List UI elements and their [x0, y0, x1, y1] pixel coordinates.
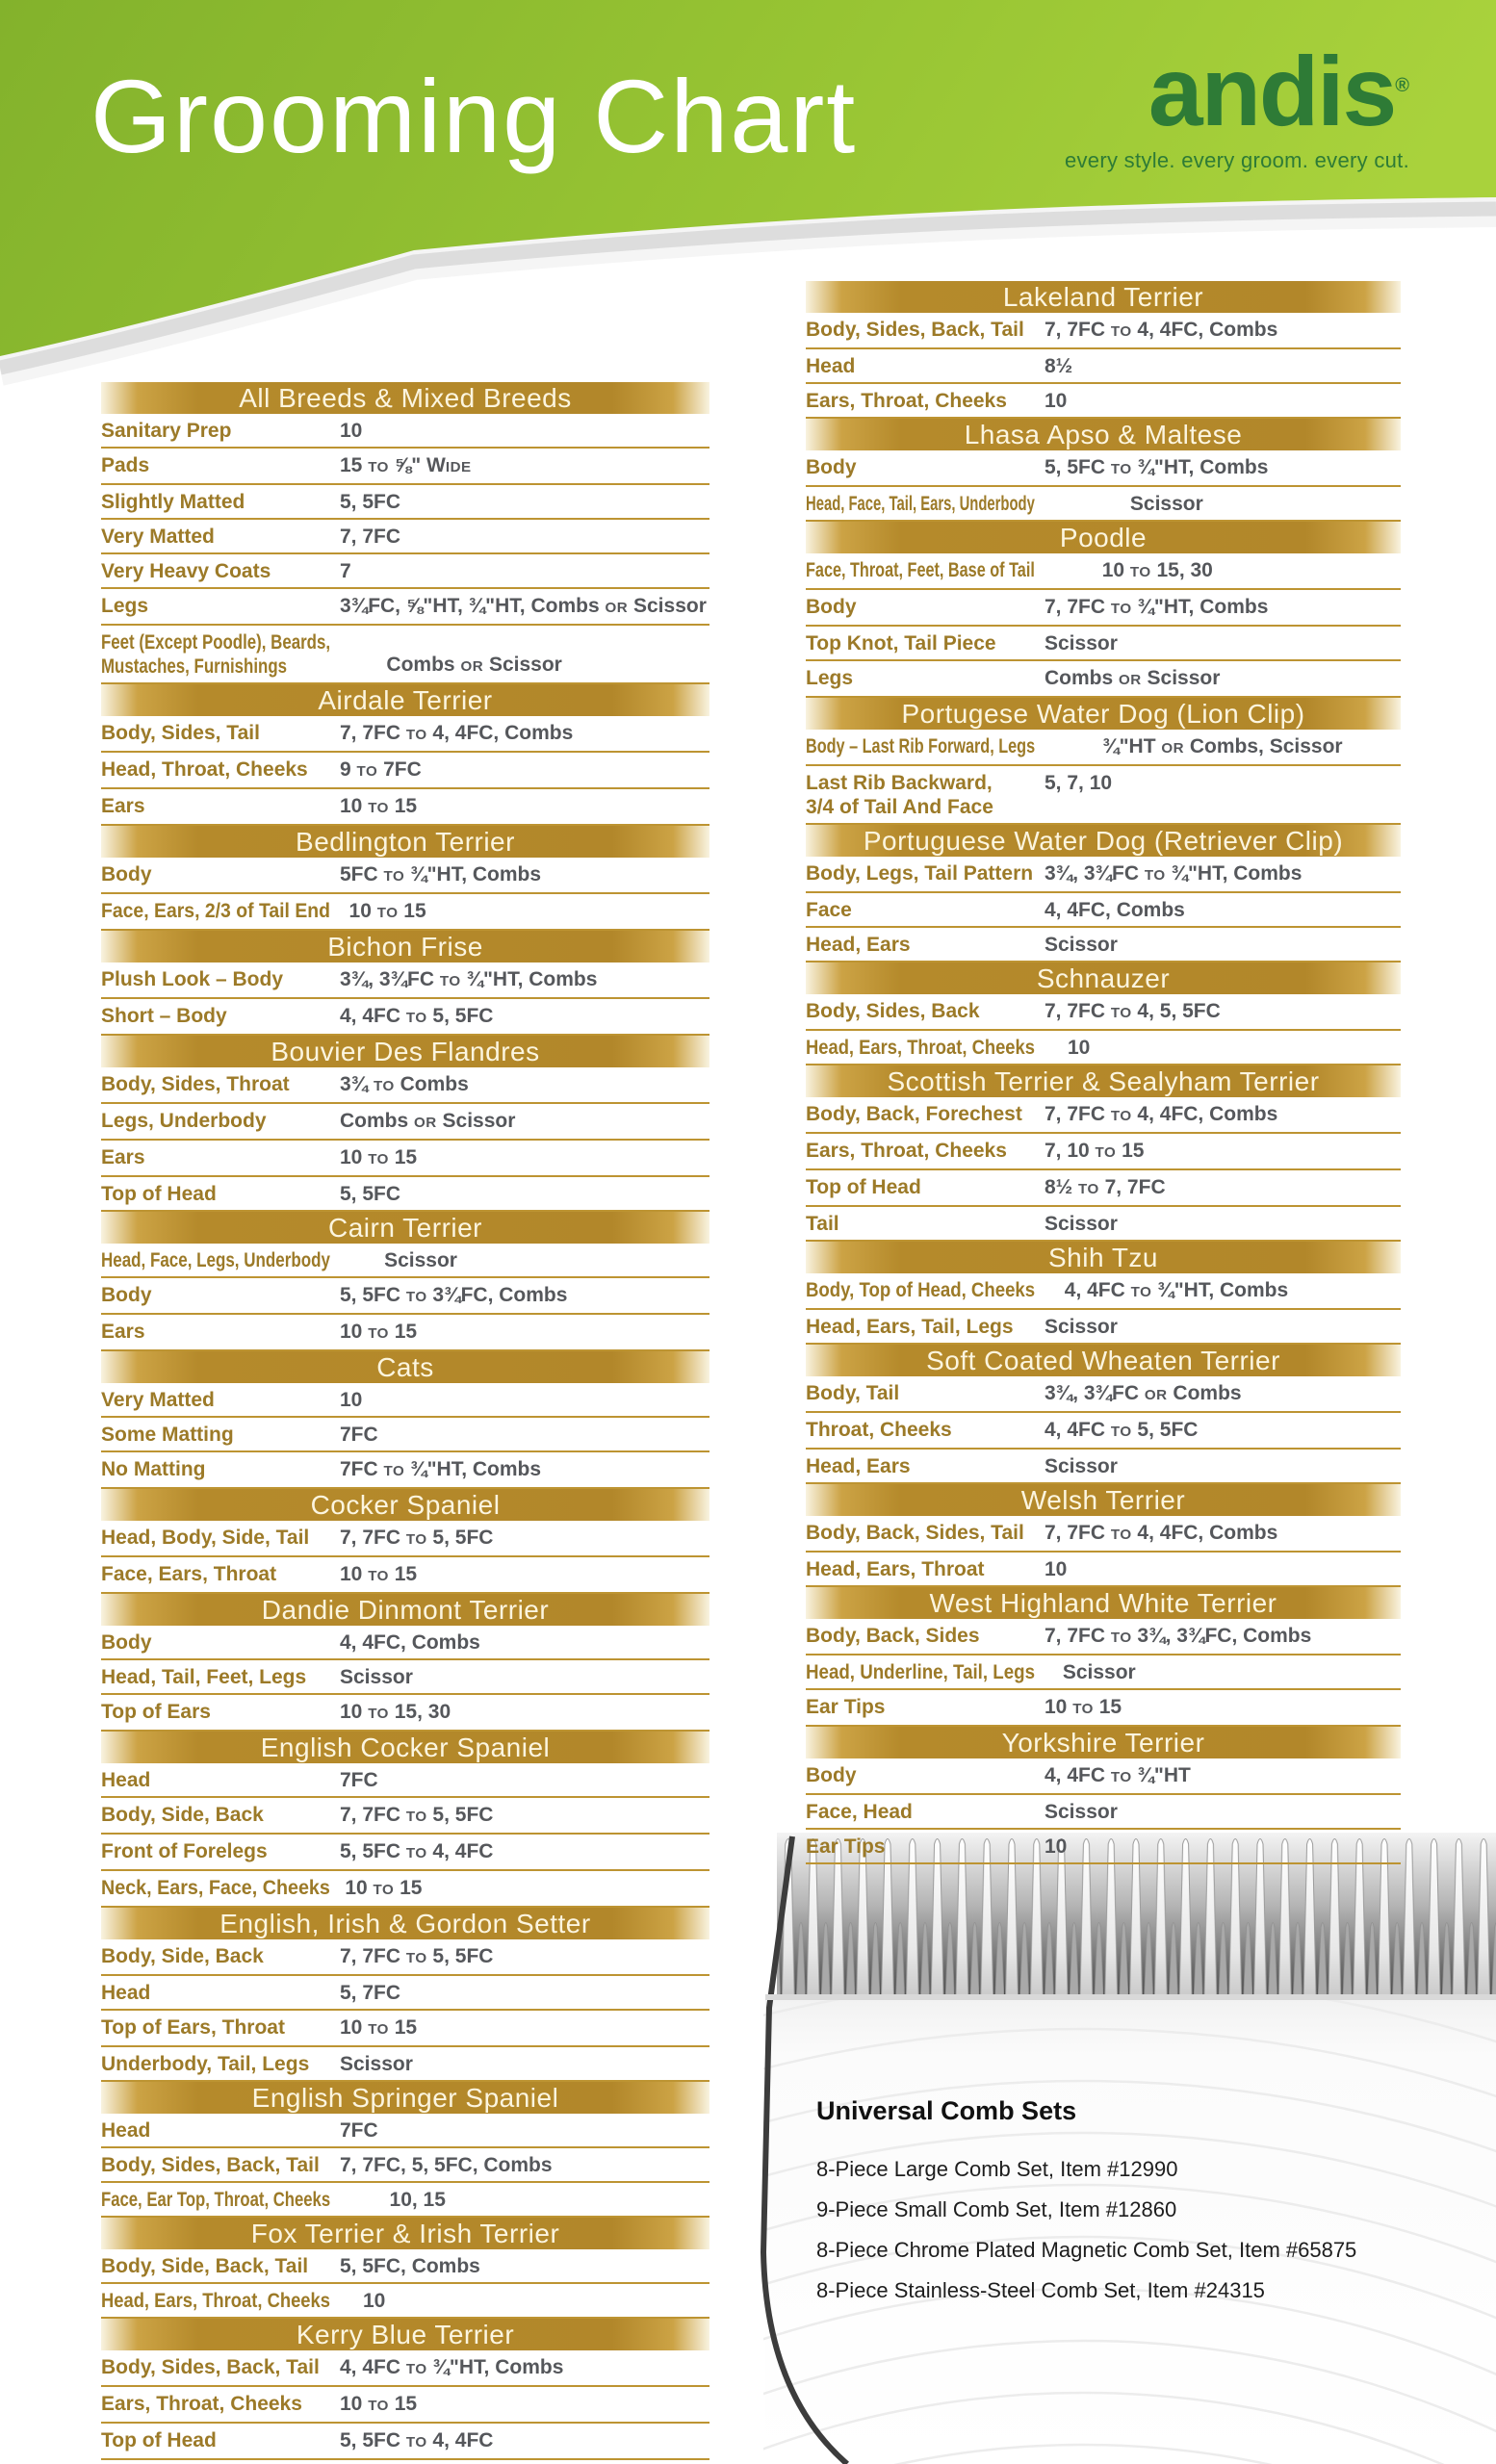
breed-header: Scottish Terrier & Sealyham Terrier	[806, 1065, 1401, 1097]
row-value: 3¾, 3¾FC TO ¾"HT, Combs	[340, 968, 598, 990]
row-value: 7FC	[340, 1424, 378, 1446]
row-value: 7, 7FC TO 5, 5FC	[340, 1804, 494, 1826]
row-label: Body, Back, Sides, Tail	[806, 1522, 1024, 1544]
row-label: Head, Underline, Tail, Legs	[806, 1661, 1036, 1683]
grooming-row	[806, 349, 1401, 384]
row-value: Scissor	[1045, 1316, 1118, 1338]
row-label: Short – Body	[101, 1005, 227, 1027]
breed-section	[101, 684, 709, 826]
row-label: Ears, Throat, Cheeks	[806, 390, 1007, 412]
row-value: Scissor	[340, 2053, 413, 2075]
breed-header: Welsh Terrier	[806, 1484, 1401, 1516]
breed-header: Lakeland Terrier	[806, 281, 1401, 313]
grooming-row	[101, 1798, 709, 1835]
row-value: 10 TO 15	[340, 1563, 418, 1585]
grooming-row	[806, 1619, 1401, 1656]
row-label: Plush Look – Body	[101, 968, 284, 990]
grooming-row	[101, 2387, 709, 2424]
row-value: 7, 7FC TO 4, 4FC, Combs	[1045, 1522, 1278, 1544]
row-value: 10	[1045, 390, 1068, 412]
row-label: Legs, Underbody	[101, 1110, 267, 1132]
grooming-row	[806, 1031, 1401, 1065]
grooming-row	[101, 753, 709, 789]
row-value: 4, 4FC TO ¾"HT, Combs	[340, 2356, 564, 2378]
row-value: 10 TO 15	[340, 795, 418, 817]
row-label: Head, Ears	[806, 1455, 911, 1477]
row-value: 5, 5FC TO 3¾FC, Combs	[340, 1284, 568, 1306]
grooming-row	[101, 449, 709, 485]
row-label: Ears, Throat, Cheeks	[806, 1140, 1007, 1162]
grooming-row	[101, 1104, 709, 1141]
breed-section	[101, 931, 709, 1036]
row-value: ¾"HT OR Combs, Scissor	[1102, 735, 1343, 757]
grooming-row	[101, 716, 709, 753]
breed-header: Cats	[101, 1351, 709, 1383]
row-value: 10 TO 15	[340, 2393, 418, 2415]
grooming-row	[101, 2011, 709, 2047]
breed-header: English, Irish & Gordon Setter	[101, 1908, 709, 1939]
grooming-row	[101, 1871, 709, 1908]
row-label: Body	[806, 456, 857, 478]
breed-section	[101, 2082, 709, 2218]
universal-comb-sets	[816, 2096, 1356, 2311]
breed-header: West Highland White Terrier	[806, 1587, 1401, 1619]
row-value: Scissor	[384, 1249, 457, 1271]
grooming-row	[101, 1521, 709, 1557]
row-value: 7FC TO ¾"HT, Combs	[340, 1458, 542, 1480]
row-label: Tail	[806, 1213, 839, 1235]
row-value: 10 TO 15, 30	[340, 1701, 451, 1723]
breed-section	[101, 1351, 709, 1489]
row-value: 7, 7FC TO ¾"HT, Combs	[1045, 596, 1269, 618]
row-label: Body, Side, Back, Tail	[101, 2255, 309, 2277]
row-label: Head	[101, 1982, 151, 2004]
row-label: Top Knot, Tail Piece	[806, 632, 996, 654]
row-value: 10 TO 15, 30	[1101, 559, 1213, 581]
row-label: Ear Tips	[806, 1835, 886, 1858]
row-label: Body, Back, Forechest	[806, 1103, 1022, 1125]
row-value: 7FC	[340, 1769, 378, 1791]
breed-header: Bouvier Des Flandres	[101, 1036, 709, 1067]
breed-section	[101, 2218, 709, 2319]
grooming-row	[101, 1452, 709, 1489]
andis-logo	[1064, 37, 1409, 173]
grooming-row	[101, 1557, 709, 1594]
row-value: 7, 7FC TO 4, 5, 5FC	[1045, 1000, 1221, 1022]
breed-section	[806, 698, 1401, 825]
breed-section	[806, 825, 1401, 962]
grooming-row	[101, 1383, 709, 1418]
breed-section	[806, 1065, 1401, 1242]
grooming-row	[806, 661, 1401, 698]
breed-section	[806, 1242, 1401, 1345]
row-label: Top of Head	[101, 1183, 217, 1205]
grooming-row	[101, 1177, 709, 1212]
grooming-row	[101, 2114, 709, 2148]
row-value: 7, 7FC	[340, 526, 401, 548]
row-label: Head, Ears, Throat, Cheeks	[806, 1037, 1035, 1059]
grooming-row	[806, 384, 1401, 419]
breed-section	[806, 1345, 1401, 1484]
row-label: Face, Ear Top, Throat, Cheeks	[101, 2189, 331, 2211]
row-label: Throat, Cheeks	[806, 1419, 952, 1441]
grooming-row	[101, 1418, 709, 1452]
row-label: Front of Forelegs	[101, 1840, 268, 1862]
row-label: Face	[806, 899, 852, 921]
row-label: Ears, Throat, Cheeks	[101, 2393, 302, 2415]
row-value: 3¾ TO Combs	[340, 1073, 469, 1095]
grooming-row	[806, 994, 1401, 1031]
grooming-row	[806, 627, 1401, 661]
grooming-row	[806, 1134, 1401, 1170]
grooming-row	[101, 520, 709, 554]
row-label: Head, Throat, Cheeks	[101, 758, 308, 781]
row-value: 4, 4FC TO ¾"HT	[1045, 1764, 1191, 1786]
breed-header: Schnauzer	[806, 962, 1401, 994]
row-label: Feet (Except Poodle), Beards, Mustaches, Furnishings	[101, 631, 331, 678]
row-label: Top of Head	[101, 2429, 217, 2451]
grooming-row	[101, 1626, 709, 1660]
row-label: Body, Top of Head, Cheeks	[806, 1279, 1036, 1301]
row-label: Head, Face, Tail, Ears, Underbody	[806, 493, 1035, 515]
breed-header: Bichon Frise	[101, 931, 709, 962]
row-label: Body – Last Rib Forward, Legs	[806, 735, 1036, 757]
row-value: 7, 7FC TO 5, 5FC	[340, 1527, 494, 1549]
breed-header: English Cocker Spaniel	[101, 1732, 709, 1763]
registered-mark-icon: ®	[1395, 75, 1409, 96]
grooming-row	[101, 962, 709, 999]
breed-header: Portuguese Water Dog (Retriever Clip)	[806, 825, 1401, 857]
grooming-row	[806, 487, 1401, 522]
comb-set-item: 8-Piece Large Comb Set, Item #12990	[816, 2157, 1178, 2181]
row-value: Scissor	[340, 1666, 413, 1688]
grooming-row	[806, 928, 1401, 962]
grooming-row	[101, 485, 709, 520]
comb-set-item: 9-Piece Small Comb Set, Item #12860	[816, 2197, 1177, 2221]
row-value: 7FC	[340, 2119, 378, 2142]
row-value: 5, 5FC	[340, 491, 401, 513]
row-value: 5, 7, 10	[1045, 772, 1113, 794]
row-label: Head, Body, Side, Tail	[101, 1527, 310, 1549]
column-right	[806, 281, 1401, 1864]
grooming-row	[806, 313, 1401, 349]
row-value: Scissor	[1045, 1455, 1118, 1477]
grooming-row	[806, 1690, 1401, 1727]
row-label: Body, Sides, Back, Tail	[101, 2154, 320, 2176]
grooming-row	[101, 894, 709, 931]
grooming-row	[101, 1278, 709, 1315]
row-label: Head, Ears, Tail, Legs	[806, 1316, 1014, 1338]
grooming-row	[101, 2424, 709, 2460]
breed-section	[101, 1908, 709, 2082]
grooming-row	[101, 626, 709, 684]
row-label: Head, Ears, Throat, Cheeks	[101, 2290, 330, 2312]
row-value: Scissor	[1045, 1213, 1118, 1235]
grooming-row	[806, 1097, 1401, 1134]
andis-logo-wordmark: andis®	[1148, 37, 1409, 146]
breed-section	[806, 1587, 1401, 1727]
breed-header: Cairn Terrier	[101, 1212, 709, 1244]
row-label: Very Matted	[101, 526, 215, 548]
row-value: 4, 4FC, Combs	[1045, 899, 1185, 921]
grooming-row	[101, 789, 709, 826]
row-label: Ears	[101, 1321, 145, 1343]
breed-section	[806, 1484, 1401, 1587]
row-label: Head, Face, Legs, Underbody	[101, 1249, 330, 1271]
grooming-row	[806, 1310, 1401, 1345]
row-value: 10	[1045, 1558, 1068, 1580]
grooming-row	[806, 450, 1401, 487]
row-label: Body, Sides, Tail	[101, 722, 260, 744]
grooming-row	[101, 1067, 709, 1104]
grooming-row	[806, 857, 1401, 893]
row-label: Head	[101, 2119, 151, 2142]
grooming-row	[806, 1273, 1401, 1310]
breed-header: Poodle	[806, 522, 1401, 553]
row-label: Ears	[101, 1146, 145, 1168]
row-value: Combs OR Scissor	[340, 1110, 516, 1132]
row-value: 10 TO 15	[340, 1321, 418, 1343]
row-value: 7, 7FC TO 4, 4FC, Combs	[1045, 1103, 1278, 1125]
row-label: Very Heavy Coats	[101, 560, 271, 582]
row-value: 3¾FC, ⅝"HT, ¾"HT, Combs OR Scissor	[340, 595, 707, 617]
row-value: 5, 5FC TO ¾"HT, Combs	[1045, 456, 1269, 478]
breed-section	[806, 1727, 1401, 1864]
row-label: Body, Sides, Back, Tail	[101, 2356, 320, 2378]
row-value: 5FC TO ¾"HT, Combs	[340, 863, 542, 886]
grooming-row	[101, 589, 709, 626]
row-label: Body, Side, Back	[101, 1945, 264, 1967]
row-label: Face, Head	[806, 1801, 913, 1823]
row-value: 7, 7FC TO 3¾, 3¾FC, Combs	[1045, 1625, 1312, 1647]
grooming-row	[806, 1207, 1401, 1242]
row-value: 7, 7FC TO 5, 5FC	[340, 1945, 494, 1967]
row-label: Body, Back, Sides	[806, 1625, 980, 1647]
row-label: Top of Head	[806, 1176, 921, 1198]
row-label: Very Matted	[101, 1389, 215, 1411]
breed-header: All Breeds & Mixed Breeds	[101, 382, 709, 414]
logo-tagline: every style. every groom. every cut.	[1064, 148, 1409, 172]
row-label: Body, Sides, Throat	[101, 1073, 290, 1095]
grooming-row	[101, 1976, 709, 2011]
grooming-row	[101, 1315, 709, 1351]
grooming-row	[101, 2249, 709, 2284]
grooming-row	[101, 2284, 709, 2319]
grooming-row	[101, 554, 709, 589]
row-label: Body	[101, 863, 152, 886]
grooming-row	[806, 893, 1401, 928]
row-label: Pads	[101, 454, 150, 476]
grooming-row	[101, 1695, 709, 1732]
comb-sets-title: Universal Comb Sets	[816, 2096, 1077, 2125]
row-label: Last Rib Backward, 3/4 of Tail And Face	[806, 772, 993, 818]
grooming-row	[101, 2148, 709, 2183]
row-value: Scissor	[1045, 934, 1118, 956]
row-label: Top of Ears	[101, 1701, 211, 1723]
row-label: Head, Ears, Throat	[806, 1558, 985, 1580]
row-value: 10 TO 15	[348, 900, 426, 922]
row-value: 8½ TO 7, 7FC	[1045, 1176, 1166, 1198]
row-label: Body	[806, 1764, 857, 1786]
grooming-row	[101, 858, 709, 894]
row-value: 5, 5FC TO 4, 4FC	[340, 1840, 494, 1862]
row-value: Scissor	[1045, 632, 1118, 654]
grooming-row	[806, 1758, 1401, 1795]
row-value: 7, 7FC TO 4, 4FC, Combs	[340, 722, 574, 744]
row-label: Face, Ears, Throat	[101, 1563, 277, 1585]
row-label: Body, Sides, Back, Tail	[806, 319, 1024, 341]
row-label: Body	[101, 1631, 152, 1654]
row-label: Neck, Ears, Face, Cheeks	[101, 1877, 330, 1899]
breed-header: Kerry Blue Terrier	[101, 2319, 709, 2350]
grooming-row	[806, 1830, 1401, 1864]
breed-section	[101, 382, 709, 684]
grooming-row	[101, 1660, 709, 1695]
column-left	[101, 382, 709, 2460]
row-label: Body, Sides, Back	[806, 1000, 980, 1022]
grooming-row	[101, 1141, 709, 1177]
row-value: 10	[1067, 1037, 1091, 1059]
breed-section	[101, 826, 709, 931]
breed-section	[101, 1732, 709, 1908]
breed-section	[806, 419, 1401, 522]
row-label: Body, Legs, Tail Pattern	[806, 862, 1034, 885]
row-label: Legs	[101, 595, 149, 617]
row-label: Some Matting	[101, 1424, 234, 1446]
row-label: Body	[101, 1284, 152, 1306]
row-value: 3¾, 3¾FC OR Combs	[1045, 1382, 1242, 1404]
row-value: 10	[340, 420, 363, 442]
row-value: Combs OR Scissor	[1045, 667, 1221, 689]
breed-header: Cocker Spaniel	[101, 1489, 709, 1521]
row-label: Ears	[101, 795, 145, 817]
grooming-row	[101, 2047, 709, 2082]
row-value: 15 TO ⅝" WIDE	[340, 454, 472, 476]
row-label: Head	[101, 1769, 151, 1791]
row-label: Body	[806, 596, 857, 618]
breed-header: Fox Terrier & Irish Terrier	[101, 2218, 709, 2249]
row-value: 5, 5FC TO 4, 4FC	[340, 2429, 494, 2451]
row-label: Underbody, Tail, Legs	[101, 2053, 310, 2075]
row-label: Face, Ears, 2/3 of Tail End	[101, 900, 330, 922]
grooming-row	[806, 1376, 1401, 1413]
row-value: 10 TO 15	[340, 2016, 418, 2039]
row-value: 9 TO 7FC	[340, 758, 422, 781]
row-value: 5, 5FC	[340, 1183, 401, 1205]
row-label: Head	[806, 355, 856, 377]
row-label: Top of Ears, Throat	[101, 2016, 285, 2039]
row-label: Body, Tail	[806, 1382, 900, 1404]
grooming-row	[101, 1835, 709, 1871]
breed-section	[101, 2319, 709, 2460]
comb-set-item: 8-Piece Chrome Plated Magnetic Comb Set, Item #65875	[816, 2238, 1357, 2262]
breed-header: Bedlington Terrier	[101, 826, 709, 858]
grooming-row	[101, 414, 709, 449]
row-value: 10, 15	[389, 2189, 446, 2211]
row-value: 10	[1045, 1835, 1068, 1858]
row-label: Head, Tail, Feet, Legs	[101, 1666, 307, 1688]
row-value: 4, 4FC TO 5, 5FC	[1045, 1419, 1199, 1441]
grooming-row	[806, 553, 1401, 590]
row-value: 5, 5FC, Combs	[340, 2255, 480, 2277]
grooming-row	[806, 1795, 1401, 1830]
row-label: Legs	[806, 667, 854, 689]
row-value: 10 TO 15	[340, 1146, 418, 1168]
row-value: Scissor	[1129, 493, 1203, 515]
breed-section	[101, 1036, 709, 1212]
row-value: 7, 7FC TO 4, 4FC, Combs	[1045, 319, 1278, 341]
breed-section	[806, 522, 1401, 698]
row-value: Combs OR Scissor	[386, 654, 562, 676]
breed-section	[101, 1594, 709, 1732]
grooming-row	[806, 730, 1401, 766]
row-label: Ear Tips	[806, 1696, 886, 1718]
breed-header: Airdale Terrier	[101, 684, 709, 716]
row-value: 10 TO 15	[1045, 1696, 1122, 1718]
grooming-row	[101, 1939, 709, 1976]
row-label: Sanitary Prep	[101, 420, 232, 442]
grooming-row	[101, 999, 709, 1036]
breed-header: Yorkshire Terrier	[806, 1727, 1401, 1758]
row-label: No Matting	[101, 1458, 206, 1480]
comb-set-item: 8-Piece Stainless-Steel Comb Set, Item #24315	[816, 2278, 1265, 2302]
grooming-row	[806, 1413, 1401, 1450]
row-value: 7, 10 TO 15	[1045, 1140, 1145, 1162]
grooming-row	[101, 1244, 709, 1278]
breed-header: Lhasa Apso & Maltese	[806, 419, 1401, 450]
row-value: 7, 7FC, 5, 5FC, Combs	[340, 2154, 553, 2176]
grooming-row	[806, 1450, 1401, 1484]
grooming-row	[806, 590, 1401, 627]
breed-section	[101, 1212, 709, 1351]
row-value: 7	[340, 560, 351, 582]
row-value: 8½	[1045, 355, 1073, 377]
breed-header: Shih Tzu	[806, 1242, 1401, 1273]
breed-header: Dandie Dinmont Terrier	[101, 1594, 709, 1626]
row-value: 4, 4FC, Combs	[340, 1631, 480, 1654]
grooming-row	[101, 1763, 709, 1798]
row-value: 10	[362, 2290, 386, 2312]
page-title: Grooming Chart	[90, 58, 858, 174]
breed-header: Portugese Water Dog (Lion Clip)	[806, 698, 1401, 730]
grooming-row	[101, 2350, 709, 2387]
row-value: Scissor	[1045, 1801, 1118, 1823]
row-value: 5, 7FC	[340, 1982, 401, 2004]
breed-section	[806, 962, 1401, 1065]
grooming-row	[806, 1656, 1401, 1690]
row-value: 4, 4FC TO 5, 5FC	[340, 1005, 494, 1027]
row-value: 10 TO 15	[345, 1877, 423, 1899]
row-label: Slightly Matted	[101, 491, 245, 513]
breed-section	[806, 281, 1401, 419]
row-label: Head, Ears	[806, 934, 911, 956]
grooming-row	[806, 766, 1401, 825]
grooming-row	[806, 1553, 1401, 1587]
row-label: Face, Throat, Feet, Base of Tail	[806, 559, 1035, 581]
breed-section	[101, 1489, 709, 1594]
row-value: 3¾, 3¾FC TO ¾"HT, Combs	[1045, 862, 1303, 885]
breed-header: Soft Coated Wheaten Terrier	[806, 1345, 1401, 1376]
grooming-row	[806, 1170, 1401, 1207]
row-value: 10	[340, 1389, 363, 1411]
breed-header: English Springer Spaniel	[101, 2082, 709, 2114]
grooming-row	[101, 2183, 709, 2218]
grooming-row	[806, 1516, 1401, 1553]
row-value: 4, 4FC TO ¾"HT, Combs	[1064, 1279, 1289, 1301]
row-value: Scissor	[1062, 1661, 1136, 1683]
row-label: Body, Side, Back	[101, 1804, 264, 1826]
